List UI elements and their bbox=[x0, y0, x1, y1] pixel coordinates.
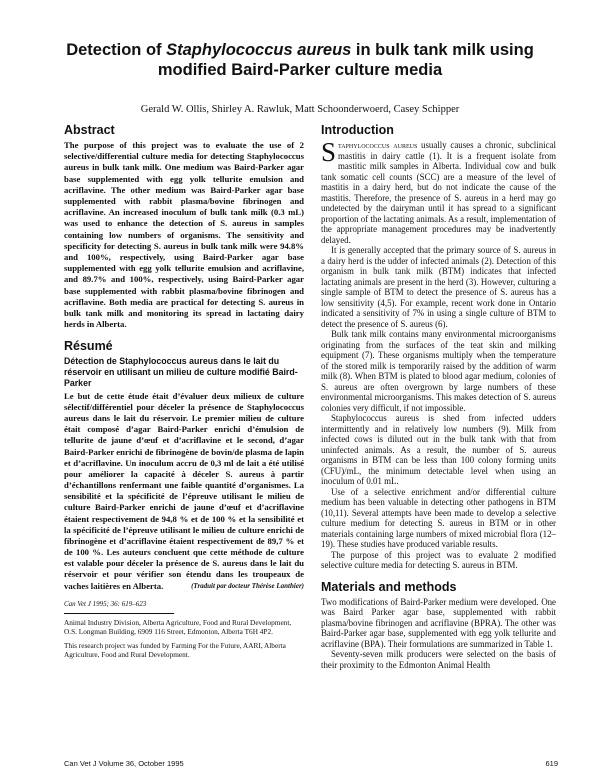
introduction-heading: Introduction bbox=[321, 123, 394, 137]
resume-title: Détection de Staphylococcus aureus dans le lait du réservoir en utilisant un milieu de culture modifié Baird-Parker bbox=[64, 356, 298, 389]
resume-heading: Résumé bbox=[64, 339, 113, 354]
resume-text bbox=[64, 391, 304, 592]
translation-credit: (Traduit par docteur Thérèse Lanthier) bbox=[191, 581, 304, 590]
title-part2: in bulk tank milk using modified Baird-Parker culture media bbox=[157, 41, 534, 79]
methods-heading: Materials and methods bbox=[321, 579, 457, 594]
footnote-rule bbox=[64, 613, 174, 614]
intro-paragraph-3: Bulk tank milk contains many environmental microorganisms originating from the surfaces of the teat skin and milking equipment (7). These organisms multiply when the temperature of the stored milk is temporarily raised by the addition of warm milk (8). When BTM is plated to blood agar medium, colonies of S. aureus are often overgrown by large numbers of these environmental microorganisms. This makes detection of S. aureus colonies very difficult, if not impossible. bbox=[321, 329, 556, 413]
title-part1: Detection of bbox=[66, 41, 167, 59]
intro-lead-words: taphylococcus aureus bbox=[338, 140, 418, 150]
title-species: Staphylococcus aureus bbox=[166, 41, 352, 59]
intro-paragraph-5: Use of a selective enrichment and/or differential culture medium has been valuable in detecting other pathogens in BTM (10,11). Several attempts have been made to develop a selective culture medium for detecting S. aureus in BTM or in other materials containing large numbers of mixed microbial flora (12–19). These studies have produced variable results. bbox=[321, 486, 556, 549]
author-list: Gerald W. Ollis, Shirley A. Rawluk, Matt Schoonderwoerd, Casey Schipper bbox=[140, 104, 460, 115]
intro-paragraph-2: It is generally accepted that the primary source of S. aureus in a dairy herd is the udder of infected animals (2). Detection of this organism in bulk tank milk (BTM) indicates that infected lactating animals are present in the herd (3). However, culturing a single sample of BTM to detect the presence of S. aureus has a low sensitivity (4,5). For example, recent work done in Ontario indicated a sensitivity of 7% in using a single culture of BTM to detect the presence of S. aureus (6). bbox=[321, 245, 556, 329]
resume-body: Le but de cette étude était d’évaluer deux milieux de culture sélectif/différentiel pour déceler la présence de Staphylococcus aureus dans le lait du réservoir. Le premier milieu de culture était composé d’agar Baird-Parker enrichi d’émulsion de tellurite de jaune d’œuf et d’acriflavine et le second, d’agar Baird-Parker enrichi de fibrinogène de bovin/de plasma de lapin et d’acriflavine. Un inoculum accru de 0,3 ml de lait a été utilisé pour améliorer la capacité à déceler S. aureus à partir d’échantillons renfermant une faible quantité d’organismes. La sensibilité et la spécificité de l’épreuve utilisant le milieu de culture Baird-Parker enrichi de jaune d’œuf et d’acriflavine étaient respectivement de 94,8 % et de 100 % et la sensibilité et la spécificité de l’épreuve utilisant le milieu de culture enrichi de fibrinogène et d’acriflavine étaient respectivement de 89,7 % et de 100 %. Les auteurs concluent que cette méthode de culture est valable pour déceler la présence de S. aureus dans le lait du réservoir et pour vérifier son étendu dans les troupeaux de vaches laitières en Alberta. bbox=[64, 390, 304, 591]
paper-title bbox=[60, 40, 540, 80]
citation: Can Vet J 1995; 36: 619–623 bbox=[64, 599, 147, 608]
journal-footer: Can Vet J Volume 36, October 1995 bbox=[64, 759, 184, 768]
drop-cap: S bbox=[321, 137, 337, 167]
abstract-text: The purpose of this project was to evaluate the use of 2 selective/differential culture media for detecting Staphylococcus aureus in bulk tank milk. One medium was Baird-Parker agar base supplemented with egg yolk tellurite emulsion and acriflavine. The other medium was Baird-Parker agar base supplemented with rabbit plasma/bovine fibrinogen and acriflavine. An increased inoculum of bulk tank milk (0.3 mL) was used to enhance the detection of S. aureus in samples containing low numbers of organisms. The sensitivity and specificity for detecting S. aureus in bulk tank milk were 94.8% and 100%, respectively, using Baird-Parker agar base supplemented with egg yolk tellurite emulsion and acriflavine, and 89.7% and 100%, respectively, using Baird-Parker agar base supplemented with rabbit plasma/bovine fibrinogen and acriflavine. Both media are practical for detecting S. aureus in bulk tank milk and monitoring its spread in lactating dairy herds in Alberta. bbox=[64, 140, 304, 330]
footnote-affiliation: Animal Industry Division, Alberta Agriculture, Food and Rural Development, O.S. Longman Building, 6909 116 Street, Edmonton, Alberta T6H 4P2. bbox=[64, 617, 292, 636]
page-number: 619 bbox=[545, 759, 558, 768]
abstract-heading: Abstract bbox=[64, 123, 115, 137]
footnote-funding: This research project was funded by Farming For the Future, AARI, Alberta Agriculture, Food and Rural Development. bbox=[64, 640, 286, 659]
methods-paragraph-2: Seventy-seven milk producers were selected on the basis of their proximity to the Edmonton Animal Health bbox=[321, 649, 556, 670]
left-column bbox=[64, 123, 304, 664]
right-column bbox=[321, 123, 556, 670]
intro-p1-rest: usually causes a chronic, subclinical mastitis in dairy cattle (1). It is a frequent isolate from mastitic milk samples in Alberta. Individual cow and bulk tank somatic cell counts (SCC) are a measure of the level of mastitis in a dairy herd, but do not indicate the cause of the mastitis. Therefore, the presence of S. aureus in a herd may go undetected by the dairyman until it has spread to a significant proportion of the lactating animals. As a result, implementation of the appropriate management procedures may be inadvertently delayed. bbox=[321, 140, 556, 245]
methods-paragraph-1: Two modifications of Baird-Parker medium were developed. One was Baird Parker agar base, supplemented with rabbit plasma/bovine fibrinogen and acriflavine (BPRA). The other was Baird-Parker agar base, supplemented with egg yolk tellurite and acriflavine (BPA). Their formulations are summarized in Table 1. bbox=[321, 596, 556, 649]
page-footer bbox=[64, 759, 558, 768]
intro-paragraph-4: Staphylococcus aureus is shed from infected udders intermittently and in relatively low numbers (9). Milk from infected cows is diluted out in the bulk tank with that from uninfected animals. As a result, the number of S. aureus organisms in BTM can be less than 100 colony forming units (CFU)/mL, the minimum detectable level when using an inoculum of 0.01 mL. bbox=[321, 413, 556, 486]
intro-paragraph-6: The purpose of this project was to evaluate 2 modified selective culture media for detecting S. aureus in BTM. bbox=[321, 549, 556, 570]
intro-paragraph-1 bbox=[321, 137, 556, 245]
